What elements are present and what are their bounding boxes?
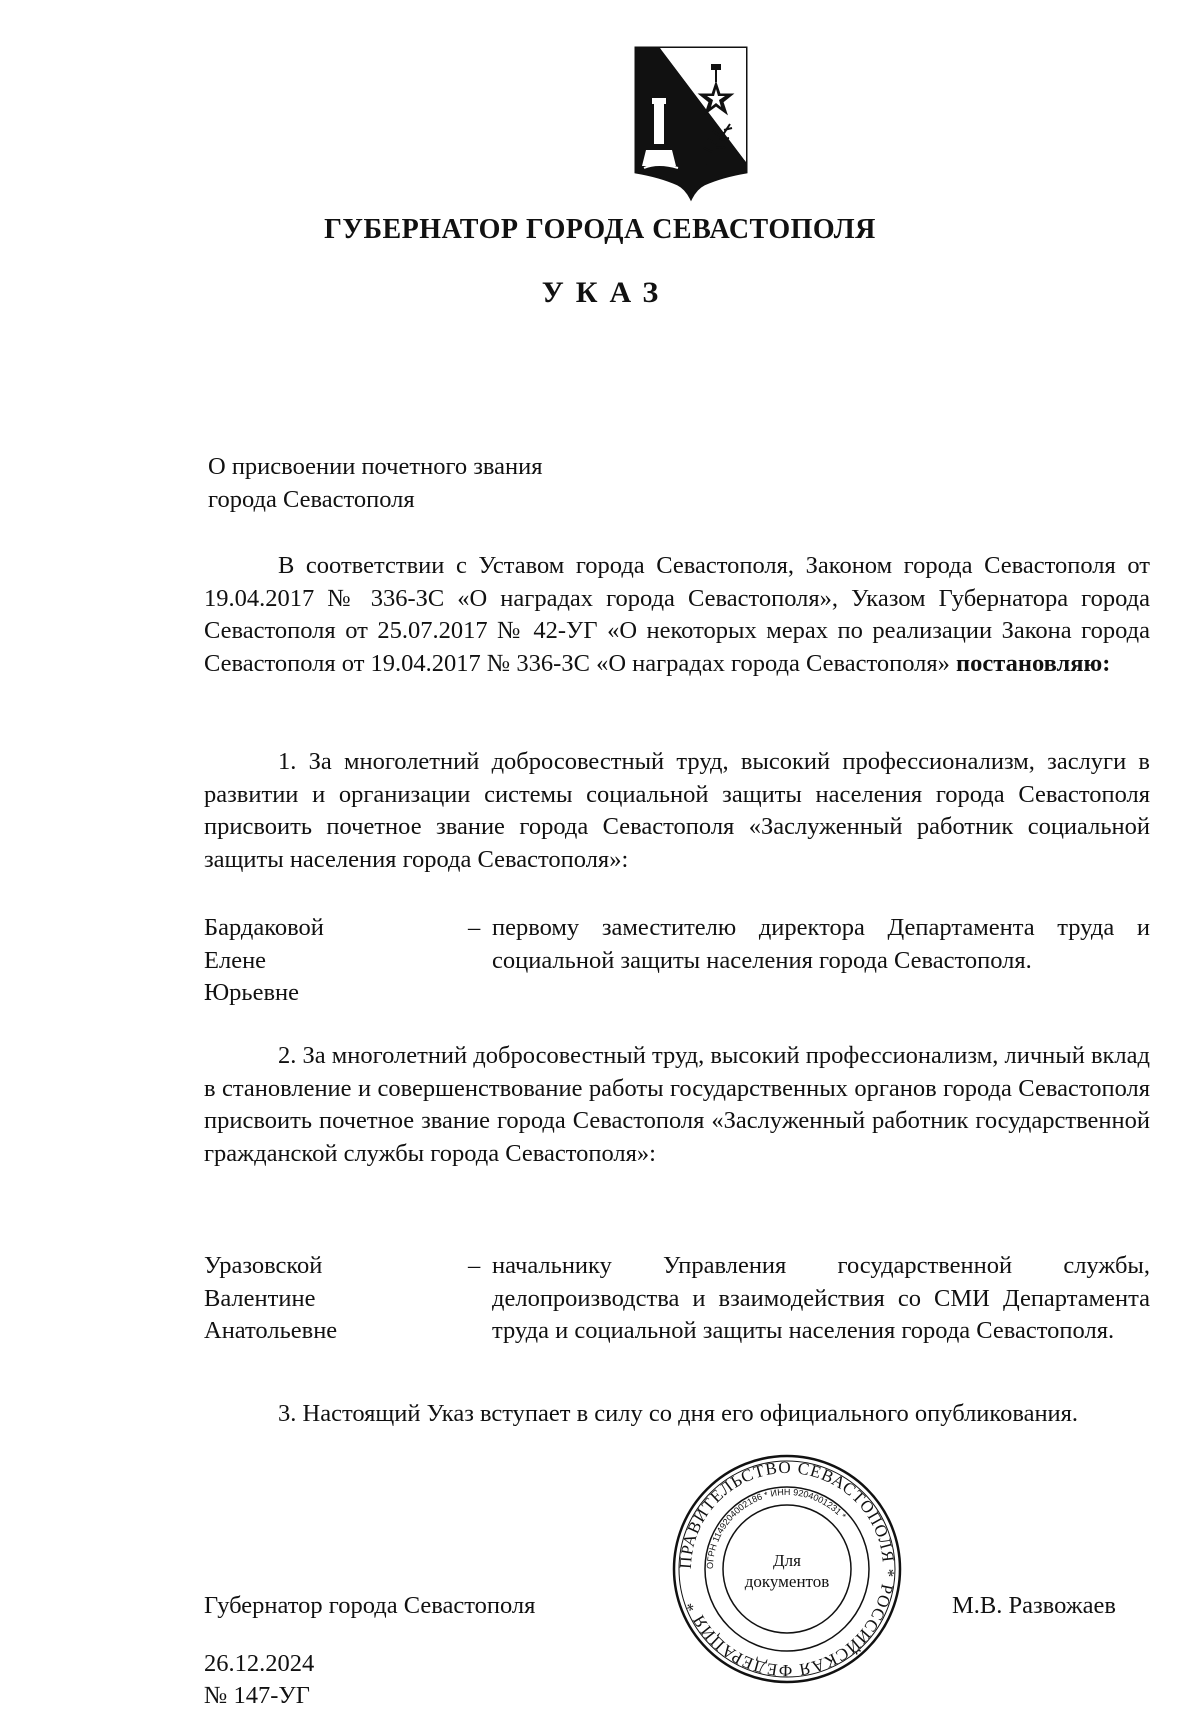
item-1-paragraph: 1. За многолетний добросовестный труд, высокий профессионализм, заслуги в развитии и организации системы социальной защиты населения города Севастополя присвоить почетное звание города Севастополя «Заслуженный работник социальной защиты населения города Севастополя»:: [204, 748, 1150, 873]
signatory-title: Губернатор города Севастополя: [204, 1592, 536, 1619]
coat-of-arms-emblem: [632, 44, 750, 202]
awardee-2-dash: –: [468, 1252, 481, 1279]
awardee-2-patronymic: Анатольевне: [204, 1317, 338, 1344]
awardee-2-position: начальнику Управления государственной службы, делопроизводства и взаимодействия со СМИ Департамента труда и социальной защиты населения города Севастополя.: [492, 1252, 1150, 1344]
subject-line-1: О присвоении почетного звания: [208, 453, 543, 480]
awardee-1-position: первому заместителю директора Департамента труда и социальной защиты населения города Севастополя.: [492, 914, 1150, 974]
document-date: 26.12.2024: [204, 1650, 315, 1677]
issuer-heading: ГУБЕРНАТОР ГОРОДА СЕВАСТОПОЛЯ: [324, 214, 876, 245]
item-3-paragraph: 3. Настоящий Указ вступает в силу со дня его официального опубликования.: [278, 1400, 1079, 1427]
item-2-paragraph: 2. За многолетний добросовестный труд, высокий профессионализм, личный вклад в становление и совершенствование работы государственных органов города Севастополя присвоить почетное звание города Севастополя «Заслуженный работник государственной гражданской службы города Севастополя»:: [204, 1042, 1150, 1167]
official-seal-stamp: [670, 1452, 904, 1686]
awardee-1-surname: Бардаковой: [204, 914, 324, 941]
document-subject: [208, 450, 543, 516]
stamp-center-line-2: документов: [744, 1572, 830, 1591]
stamp-outer-text: ПРАВИТЕЛЬСТВО СЕВАСТОПОЛЯ * РОССИЙСКАЯ ФЕДЕРАЦИЯ *: [675, 1457, 899, 1681]
stamp-inner-text: ОГРН 1149204002186 * ИНН 9204001231 *: [704, 1486, 848, 1570]
awardee-1-dash: –: [468, 914, 481, 941]
awardee-1-first-name: Елене: [204, 946, 267, 974]
decree-word: постановляю: [956, 649, 1103, 677]
awardee-1-patronymic: Юрьевне: [204, 979, 300, 1006]
stamp-center-line-1: Для: [773, 1551, 801, 1570]
subject-line-2: города Севастополя: [208, 486, 415, 513]
awardee-1-name: [204, 912, 444, 1010]
awardee-2-name: [204, 1250, 444, 1348]
awardee-2-surname: Уразовской: [204, 1252, 323, 1279]
preamble-text: В соответствии с Уставом города Севастополя, Законом города Севастополя от 19.04.2017 № 336-ЗС «О наградах города Севастополя», Указом Губернатора города Севастополя от 25.07.2017 № 42-УГ «О некоторых мерах по реализации Закона города Севастополя от 19.04.2017 № 336-ЗС «О наградах города Севастополя»: [204, 552, 1150, 677]
signatory-name: М.В. Развожаев: [952, 1592, 1116, 1619]
document-type-heading: УКАЗ: [541, 276, 671, 309]
awardee-2-first-name: Валентине: [204, 1284, 316, 1312]
document-number: № 147-УГ: [204, 1682, 310, 1709]
decree-colon: :: [1102, 649, 1111, 677]
preamble-paragraph: [204, 550, 1150, 680]
